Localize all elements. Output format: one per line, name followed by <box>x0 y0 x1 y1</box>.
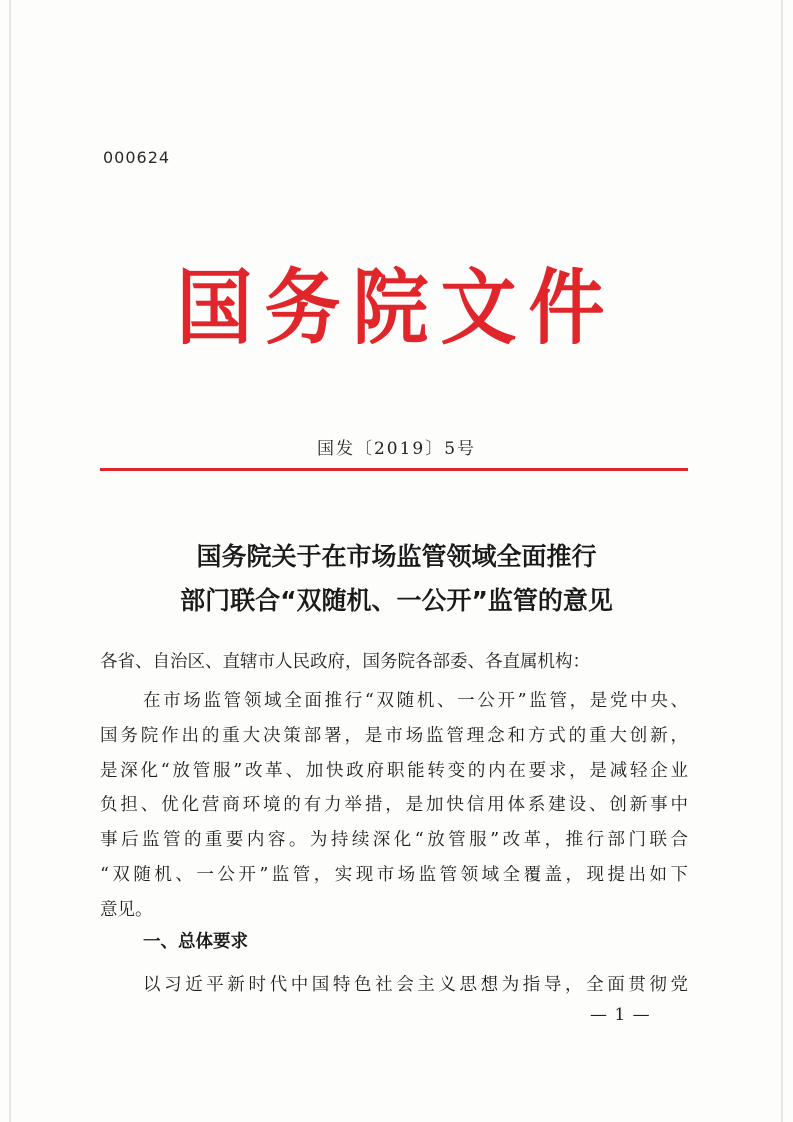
body-line: 在市场监管领域全面推行“双随机、一公开”监管，是党中央、 <box>143 691 688 711</box>
body-paragraph-1 <box>100 684 688 928</box>
body-line: 意见。 <box>100 899 153 920</box>
body-line: 是深化“放管服”改革、加快政府职能转变的内在要求，是减轻企业 <box>100 760 688 781</box>
body-line: 事后监管的重要内容。为持续深化“放管服”改革，推行部门联合 <box>100 830 688 851</box>
addressee-line: 各省、自治区、直辖市人民政府，国务院各部委、各直属机构： <box>100 652 590 672</box>
body-line: 以习近平新时代中国特色社会主义思想为指导，全面贯彻党 <box>143 975 688 995</box>
document-number: 国发〔2019〕5号 <box>316 439 477 459</box>
body-line: 负担、优化营商环境的有力举措，是加快信用体系建设、创新事中 <box>100 795 688 816</box>
document-serial-number: 000624 <box>103 148 171 167</box>
body-line: “双随机、一公开”监管，实现市场监管领域全覆盖，现提出如下 <box>100 864 688 885</box>
masthead-title: 国务院文件 <box>176 259 617 356</box>
document-title-line-2: 部门联合“双随机、一公开”监管的意见 <box>180 586 613 615</box>
document-title <box>0 535 793 623</box>
page-number: — 1 — <box>590 1005 651 1025</box>
section-1-text <box>100 968 688 1003</box>
body-line: 国务院作出的重大决策部署，是市场监管理念和方式的重大创新， <box>100 725 688 746</box>
document-title-line-1: 国务院关于在市场监管领域全面推行 <box>196 542 597 571</box>
section-heading: 一、总体要求 <box>143 932 248 952</box>
red-separator-rule <box>100 468 688 471</box>
